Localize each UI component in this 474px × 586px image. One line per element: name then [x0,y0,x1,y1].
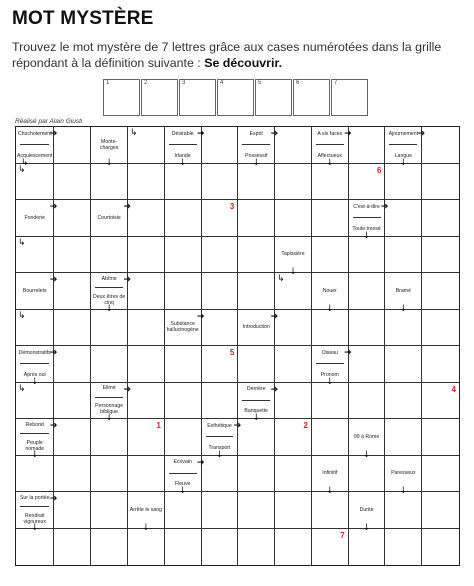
answer-box-4[interactable] [217,79,254,116]
author-credit: Réalisé par Alain Giusti [15,118,83,125]
clue-text: A six faces [317,130,343,137]
letter-cell[interactable] [238,419,275,456]
clue-text: Ecrivain [173,459,192,466]
letter-cell[interactable] [54,383,91,420]
arrow-down-icon: ↓ [326,486,334,496]
definition-separator [242,144,270,145]
letter-cell[interactable] [349,164,386,201]
definition-cell [238,310,279,347]
definition-cell [385,127,426,168]
arrow-down-icon: ↓ [105,413,113,423]
definition-separator [95,287,123,288]
letter-cell[interactable] [422,310,459,347]
letter-cell[interactable] [54,200,91,237]
definition-cell [91,200,132,237]
letter-cell[interactable] [91,310,128,347]
letter-cell[interactable] [128,273,165,310]
clue-text: Banquette [244,408,269,415]
arrow-down-icon: ↓ [362,449,371,460]
letter-cell[interactable] [422,164,459,201]
clue-text: Durite [359,506,374,513]
arrow-down-icon: ↓ [326,376,334,387]
letter-cell[interactable] [91,237,128,274]
clue-text: Après oui [23,371,46,378]
letter-cell[interactable] [275,273,312,310]
letter-cell[interactable] [202,237,239,274]
answer-box-3[interactable] [179,79,216,116]
letter-cell[interactable] [275,456,312,493]
arrow-right-icon: ➔ [49,275,58,285]
clue-text: Affectueux [317,152,342,159]
arrow-downright-icon: ↳ [21,157,29,168]
letter-cell[interactable] [202,310,239,347]
letter-cell[interactable] [202,200,239,237]
arrow-right-icon: ➔ [270,311,279,322]
letter-cell[interactable] [275,419,312,456]
definition-cell [238,127,279,168]
letter-cell[interactable] [349,346,386,383]
letter-cell[interactable] [275,310,312,347]
definition-cell [312,127,352,168]
arrow-down-icon: ↓ [30,449,39,460]
letter-cell[interactable] [16,310,54,347]
letter-cell[interactable] [54,419,91,456]
clue-text: Introduction [242,324,270,331]
definition-cell [238,383,279,423]
definition-separator [316,363,344,364]
definition-cell [312,273,349,314]
letter-cell[interactable] [385,237,422,274]
letter-cell[interactable] [54,310,91,347]
clue-text: Tapissière [281,251,305,258]
clue-text: Substance hallucinogène [166,321,199,334]
clue-text: Chuchotement [17,130,52,137]
arrow-down-icon: ↓ [252,157,260,168]
letter-cell[interactable] [54,529,91,566]
letter-cell[interactable] [202,492,239,529]
answer-box-number: 5 [258,80,262,86]
arrow-down-icon: ↓ [399,157,408,168]
mystery-letter-number: 4 [451,384,456,394]
answer-box-5[interactable] [255,79,292,116]
definition-cell [91,273,132,314]
definition-cell [91,127,128,168]
letter-cell[interactable] [385,492,422,529]
definition-cell [16,492,58,533]
letter-cell[interactable] [91,164,128,201]
definition-separator [169,473,197,474]
definition-separator [242,400,270,401]
letter-cell[interactable] [128,383,165,420]
arrow-right-icon: ➔ [123,202,132,212]
definition-cell [275,237,312,277]
clue-text: Rebond [25,421,44,428]
definition-cell [349,492,386,533]
letter-cell[interactable] [54,456,91,493]
clue-text: Transport [208,444,231,451]
arrow-down-icon: ↓ [142,522,150,533]
letter-cell[interactable] [312,529,349,566]
letter-cell[interactable] [91,419,128,456]
arrow-down-icon: ↓ [399,486,408,496]
letter-cell[interactable] [422,419,459,456]
letter-cell[interactable] [202,164,239,201]
clue-text: Sur la portée [19,494,50,501]
clue-text: Fleuve [174,481,191,488]
clue-text: Courtoisie [97,214,121,221]
letter-cell[interactable] [202,127,239,164]
letter-cell[interactable] [128,200,165,237]
letter-cell[interactable] [91,456,128,493]
clue-text: Bramé [395,287,411,294]
clue-text: Peuple nomade [25,439,45,452]
clue-text: Personnage biblique [95,403,124,416]
clue-text: Démonstratifs [18,349,51,356]
clue-text: Abîme [101,275,117,282]
definition-cell [128,127,165,164]
letter-cell[interactable] [275,383,312,420]
arrow-down-icon: ↓ [215,449,224,460]
mystery-answer-row [103,79,368,117]
answer-box-1[interactable] [103,79,140,116]
definition-separator [20,433,49,434]
answer-box-number: 7 [334,80,338,86]
letter-cell[interactable] [202,346,239,383]
letter-cell[interactable] [128,346,165,383]
clue-text: C'est-à-dire [353,203,380,210]
letter-cell[interactable] [385,383,422,420]
letter-cell[interactable] [128,164,165,201]
mystery-letter-number: 6 [376,165,382,175]
definition-separator [20,506,49,507]
definition-cell [385,456,422,496]
letter-cell[interactable] [165,346,202,383]
letter-cell[interactable] [385,310,422,347]
page-title: MOT MYSTÈRE [12,8,154,29]
arrow-right-icon: ➔ [417,129,426,139]
letter-cell[interactable] [54,346,91,383]
arrow-right-icon: ➔ [197,457,205,468]
arrow-enter-right-icon: ↳ [130,128,138,138]
mystery-letter-number: 2 [303,421,308,430]
clue-text: Ajournement [388,130,419,137]
letter-cell[interactable] [349,310,386,347]
letter-cell[interactable] [275,200,312,237]
definition-separator [206,436,234,437]
letter-cell[interactable] [312,164,349,201]
letter-cell[interactable] [422,237,459,274]
letter-cell[interactable] [54,164,91,201]
letter-cell[interactable] [54,237,91,274]
clue-text: Possessif [245,152,268,159]
letter-cell[interactable] [422,273,459,310]
arrow-down-icon: ↓ [178,486,187,496]
letter-cell[interactable] [312,419,349,456]
arrow-right-icon: ➔ [123,275,132,285]
letter-cell[interactable] [385,200,422,237]
letter-cell[interactable] [275,127,312,164]
definition-separator [169,144,197,145]
letter-cell[interactable] [16,383,54,420]
letter-cell[interactable] [312,200,349,237]
arrow-right-icon: ➔ [49,494,58,504]
definition-cell [349,419,386,460]
clue-text: Nouer [322,287,337,294]
arrow-down-icon: ↓ [399,303,408,314]
definition-cell [16,419,58,460]
letter-cell[interactable] [422,529,459,566]
definition-cell [16,200,58,237]
letter-cell[interactable] [349,529,386,566]
letter-cell[interactable] [385,164,422,201]
letter-cell[interactable] [202,529,239,566]
letter-cell[interactable] [238,237,275,274]
arrow-right-icon: ➔ [380,202,389,212]
clue-text: Fonderie [24,214,45,221]
letter-cell[interactable] [385,419,422,456]
letter-cell[interactable] [238,346,275,383]
definition-cell [349,200,389,241]
arrow-right-icon: ➔ [49,348,58,358]
letter-cell[interactable] [16,237,54,274]
arrow-right-icon: ➔ [233,421,242,431]
letter-cell[interactable] [16,529,54,566]
letter-cell[interactable] [128,529,165,566]
clue-text: Bourrelets [22,287,47,294]
clue-text: Elimé [102,385,116,392]
arrow-right-icon: ➔ [344,348,352,358]
definition-separator [95,397,123,398]
clue-text: Paresseux [391,470,416,477]
arrow-down-icon: ↓ [178,157,187,168]
clue-text: Esprit [249,130,263,137]
clue-text: 99 à Rome [353,433,380,440]
letter-cell[interactable] [165,164,202,201]
answer-box-number: 6 [296,80,300,86]
arrow-right-icon: ➔ [49,421,58,431]
letter-cell[interactable] [422,200,459,237]
letter-cell[interactable] [238,273,275,310]
definition-cell [165,310,205,347]
letter-cell[interactable] [165,529,202,566]
definition-cell [16,127,58,168]
letter-cell[interactable] [128,237,165,274]
letter-cell[interactable] [128,419,165,456]
definition-separator [20,144,49,145]
letter-cell[interactable] [202,273,239,310]
arrow-right-icon: ➔ [270,129,279,139]
clue-text: Désirable [171,130,194,137]
letter-cell[interactable] [349,237,386,274]
letter-cell[interactable] [275,529,312,566]
letter-cell[interactable] [165,492,202,529]
arrow-down-icon: ↓ [105,303,113,314]
definition-cell [16,273,58,310]
arrow-right-icon: ➔ [49,202,58,212]
clue-text: Irlande [174,152,191,159]
definition-cell [165,456,205,496]
letter-cell[interactable] [312,383,349,420]
mystery-definition: Se découvrir. [204,56,283,70]
letter-cell[interactable] [54,273,91,310]
arrow-right-icon: ➔ [344,129,352,139]
answer-box-2[interactable] [141,79,178,116]
definition-cell [312,456,349,496]
arrow-down-icon: ↓ [105,157,113,168]
definition-separator [389,144,417,145]
definition-cell [16,346,58,387]
arrow-down-icon: ↓ [326,157,334,168]
definition-separator [316,144,344,145]
letter-cell[interactable] [91,529,128,566]
clue-text: Infinitif [322,470,338,477]
arrow-right-icon: ➔ [197,311,205,322]
mystery-letter-number: 5 [229,348,235,357]
arrow-down-icon: ↓ [30,376,39,387]
letter-cell[interactable] [16,164,54,201]
definition-cell [165,127,205,168]
letter-cell[interactable] [165,237,202,274]
arrow-down-icon: ↓ [362,522,371,533]
letter-cell[interactable] [422,127,459,164]
arrow-right-icon: ➔ [49,129,58,139]
definition-cell [128,492,165,533]
arrow-enter-right-icon: ↳ [18,164,26,175]
letter-cell[interactable] [349,383,386,420]
letter-cell[interactable] [312,237,349,274]
clue-text: Rendrait vigoureux [23,512,46,525]
clue-text: Toute tressé [352,225,381,232]
definition-cell [202,419,242,460]
letter-cell[interactable] [165,383,202,420]
arrow-enter-right-icon: ↳ [18,237,26,248]
definition-cell [91,383,132,423]
letter-cell[interactable] [202,383,239,420]
arrow-right-icon: ➔ [123,384,132,395]
mystery-letter-number: 1 [156,421,161,430]
definition-cell [312,346,352,387]
letter-cell[interactable] [349,456,386,493]
letter-cell[interactable] [422,456,459,493]
answer-box-7[interactable] [331,79,368,116]
letter-cell[interactable] [128,456,165,493]
clue-text: Langue [394,152,412,159]
arrow-down-icon: ↓ [289,267,297,277]
arrow-down-icon: ↓ [326,303,334,314]
arrow-enter-right-icon: ↳ [18,310,26,321]
definition-separator [20,363,49,364]
letter-cell[interactable] [312,492,349,529]
intro-text [12,39,467,71]
letter-cell[interactable] [238,456,275,493]
mystery-letter-number: 3 [229,202,235,211]
answer-box-number: 1 [106,80,110,86]
clue-text: Pronom [320,371,339,378]
letter-cell[interactable] [275,164,312,201]
letter-cell[interactable] [238,164,275,201]
arrow-right-icon: ➔ [197,129,205,139]
answer-box-number: 3 [182,80,186,86]
clue-text: Derrière [246,386,266,393]
letter-cell[interactable] [385,346,422,383]
crossword-grid [15,126,460,566]
clue-text: Oiseau [321,349,338,356]
letter-cell[interactable] [422,346,459,383]
arrow-right-icon: ➔ [270,384,279,395]
letter-cell[interactable] [165,419,202,456]
letter-cell[interactable] [312,310,349,347]
letter-cell[interactable] [238,200,275,237]
letter-cell[interactable] [54,127,91,164]
arrow-enter-right-icon: ↳ [277,274,285,284]
letter-cell[interactable] [275,492,312,529]
intro-instructions: Trouvez le mot mystère de 7 lettres grâce aux cases numérotées dans la grille répondant à la définition suivante : [12,40,442,70]
definition-separator [353,217,381,218]
clue-text: Deux êtres de cinq [92,293,126,306]
letter-cell[interactable] [238,529,275,566]
letter-cell[interactable] [275,346,312,383]
letter-cell[interactable] [91,492,128,529]
clue-text: Monte-charges [99,138,119,151]
letter-cell[interactable] [128,310,165,347]
letter-cell[interactable] [202,456,239,493]
letter-cell[interactable] [165,200,202,237]
letter-cell[interactable] [349,273,386,310]
clue-text: Arrête le sang [129,506,163,513]
letter-cell[interactable] [238,492,275,529]
answer-box-6[interactable] [293,79,330,116]
letter-cell[interactable] [349,127,386,164]
letter-cell[interactable] [16,456,54,493]
definition-cell [385,273,422,314]
answer-box-number: 4 [220,80,224,86]
letter-cell[interactable] [422,492,459,529]
answer-box-number: 2 [144,80,148,86]
clue-text: Esthétique [207,422,232,429]
arrow-down-icon: ↓ [252,413,260,423]
letter-cell[interactable] [385,529,422,566]
letter-cell[interactable] [54,492,91,529]
arrow-enter-right-icon: ↳ [18,383,26,394]
letter-cell[interactable] [165,273,202,310]
arrow-down-icon: ↓ [362,230,371,241]
letter-cell[interactable] [422,383,459,420]
arrow-down-icon: ↓ [30,522,39,533]
clue-text: Acquiescement [17,152,53,159]
letter-cell[interactable] [91,346,128,383]
mystery-letter-number: 7 [340,530,345,540]
